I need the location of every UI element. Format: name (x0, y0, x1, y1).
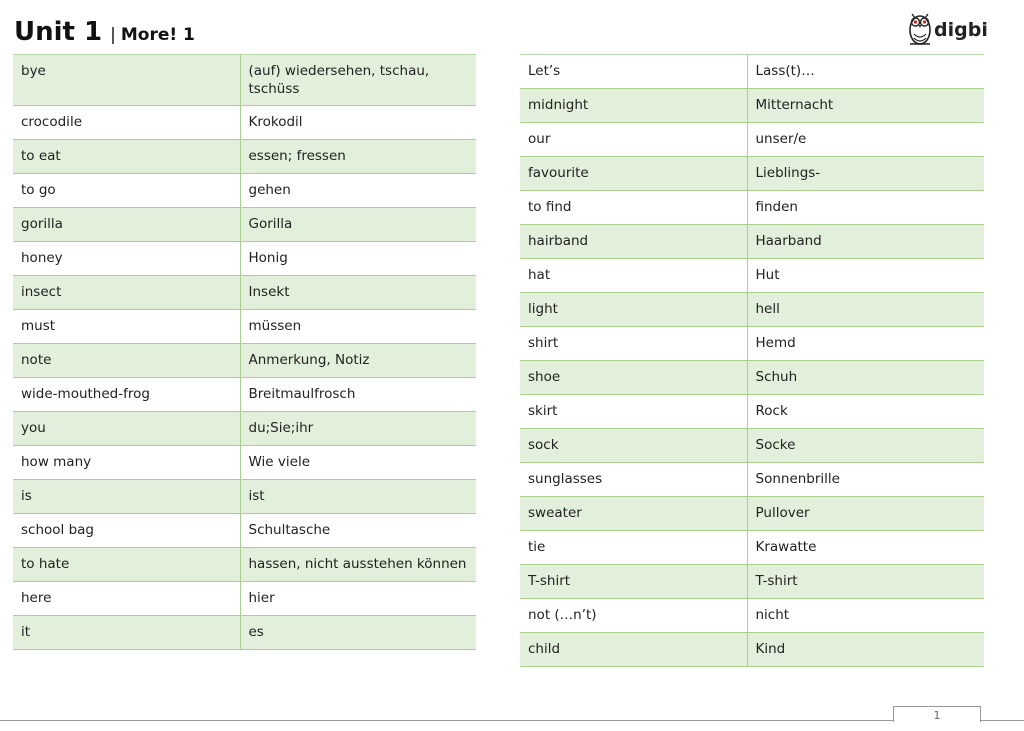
digbi-logo (906, 8, 986, 48)
german-translation: essen; fressen (240, 140, 476, 174)
logo-text: digbi (934, 19, 988, 41)
english-term: sunglasses (520, 463, 747, 497)
german-translation: Insekt (240, 276, 476, 310)
page-title (14, 17, 195, 47)
vocab-row (13, 480, 476, 514)
vocab-row (520, 395, 984, 429)
english-term: it (13, 616, 240, 650)
vocab-row (13, 548, 476, 582)
english-term: must (13, 310, 240, 344)
english-term: tie (520, 531, 747, 565)
english-term: to hate (13, 548, 240, 582)
english-term: you (13, 412, 240, 446)
german-translation: Sonnenbrille (747, 463, 984, 497)
english-term: sock (520, 429, 747, 463)
vocab-row (13, 276, 476, 310)
vocab-row (13, 378, 476, 412)
english-term: here (13, 582, 240, 616)
book-subtitle: More! 1 (120, 25, 195, 45)
english-term: Let’s (520, 55, 747, 89)
english-term: honey (13, 242, 240, 276)
vocab-row (520, 599, 984, 633)
german-translation: Socke (747, 429, 984, 463)
vocab-row (13, 344, 476, 378)
english-term: insect (13, 276, 240, 310)
vocab-row (13, 55, 476, 106)
vocab-row (13, 106, 476, 140)
german-translation: Wie viele (240, 446, 476, 480)
english-term: our (520, 123, 747, 157)
german-translation: Anmerkung, Notiz (240, 344, 476, 378)
german-translation: Lieblings- (747, 157, 984, 191)
german-translation: finden (747, 191, 984, 225)
vocab-row (13, 412, 476, 446)
vocab-row (13, 310, 476, 344)
english-term: midnight (520, 89, 747, 123)
german-translation: Hemd (747, 327, 984, 361)
german-translation: Gorilla (240, 208, 476, 242)
vocab-row (520, 293, 984, 327)
german-translation: Breitmaulfrosch (240, 378, 476, 412)
english-term: gorilla (13, 208, 240, 242)
vocab-row (520, 327, 984, 361)
german-translation: Lass(t)… (747, 55, 984, 89)
english-term: shoe (520, 361, 747, 395)
english-term: to go (13, 174, 240, 208)
english-term: not (…n’t) (520, 599, 747, 633)
german-translation: müssen (240, 310, 476, 344)
vocab-table-left (13, 54, 476, 650)
german-translation: Rock (747, 395, 984, 429)
vocab-row (13, 208, 476, 242)
german-translation: Krawatte (747, 531, 984, 565)
german-translation: (auf) wiedersehen, tschau, tschüss (240, 55, 476, 106)
german-translation: Schuh (747, 361, 984, 395)
vocab-row (520, 191, 984, 225)
german-translation: nicht (747, 599, 984, 633)
vocab-row (520, 463, 984, 497)
vocab-row (520, 225, 984, 259)
vocab-row (520, 565, 984, 599)
english-term: bye (13, 55, 240, 106)
english-term: hat (520, 259, 747, 293)
vocab-row (520, 89, 984, 123)
vocab-row (13, 140, 476, 174)
title-separator: | (110, 25, 116, 45)
german-translation: Haarband (747, 225, 984, 259)
german-translation: Honig (240, 242, 476, 276)
english-term: note (13, 344, 240, 378)
english-term: to eat (13, 140, 240, 174)
english-term: favourite (520, 157, 747, 191)
german-translation: Schultasche (240, 514, 476, 548)
vocab-row (520, 497, 984, 531)
german-translation: du;Sie;ihr (240, 412, 476, 446)
english-term: how many (13, 446, 240, 480)
vocab-row (520, 531, 984, 565)
english-term: shirt (520, 327, 747, 361)
german-translation: Krokodil (240, 106, 476, 140)
vocab-row (520, 55, 984, 89)
english-term: skirt (520, 395, 747, 429)
vocab-row (13, 616, 476, 650)
german-translation: Kind (747, 633, 984, 667)
vocab-row (520, 157, 984, 191)
german-translation: gehen (240, 174, 476, 208)
unit-title: Unit 1 (14, 17, 103, 47)
page-number: 1 (893, 706, 981, 722)
english-term: light (520, 293, 747, 327)
english-term: school bag (13, 514, 240, 548)
german-translation: hell (747, 293, 984, 327)
vocab-row (13, 174, 476, 208)
english-term: crocodile (13, 106, 240, 140)
footer-divider (0, 720, 1024, 721)
english-term: T-shirt (520, 565, 747, 599)
german-translation: Pullover (747, 497, 984, 531)
english-term: sweater (520, 497, 747, 531)
owl-icon (906, 8, 934, 46)
vocab-row (13, 582, 476, 616)
german-translation: es (240, 616, 476, 650)
vocab-row (520, 429, 984, 463)
german-translation: hassen, nicht ausstehen können (240, 548, 476, 582)
german-translation: Mitternacht (747, 89, 984, 123)
german-translation: unser/e (747, 123, 984, 157)
german-translation: ist (240, 480, 476, 514)
vocab-row (520, 123, 984, 157)
vocab-table-right (520, 54, 984, 667)
vocab-row (13, 242, 476, 276)
german-translation: hier (240, 582, 476, 616)
vocab-row (520, 361, 984, 395)
vocab-row (13, 514, 476, 548)
english-term: wide-mouthed-frog (13, 378, 240, 412)
english-term: to find (520, 191, 747, 225)
vocab-row (520, 259, 984, 293)
english-term: child (520, 633, 747, 667)
english-term: is (13, 480, 240, 514)
german-translation: Hut (747, 259, 984, 293)
vocab-row (13, 446, 476, 480)
german-translation: T-shirt (747, 565, 984, 599)
english-term: hairband (520, 225, 747, 259)
vocab-row (520, 633, 984, 667)
